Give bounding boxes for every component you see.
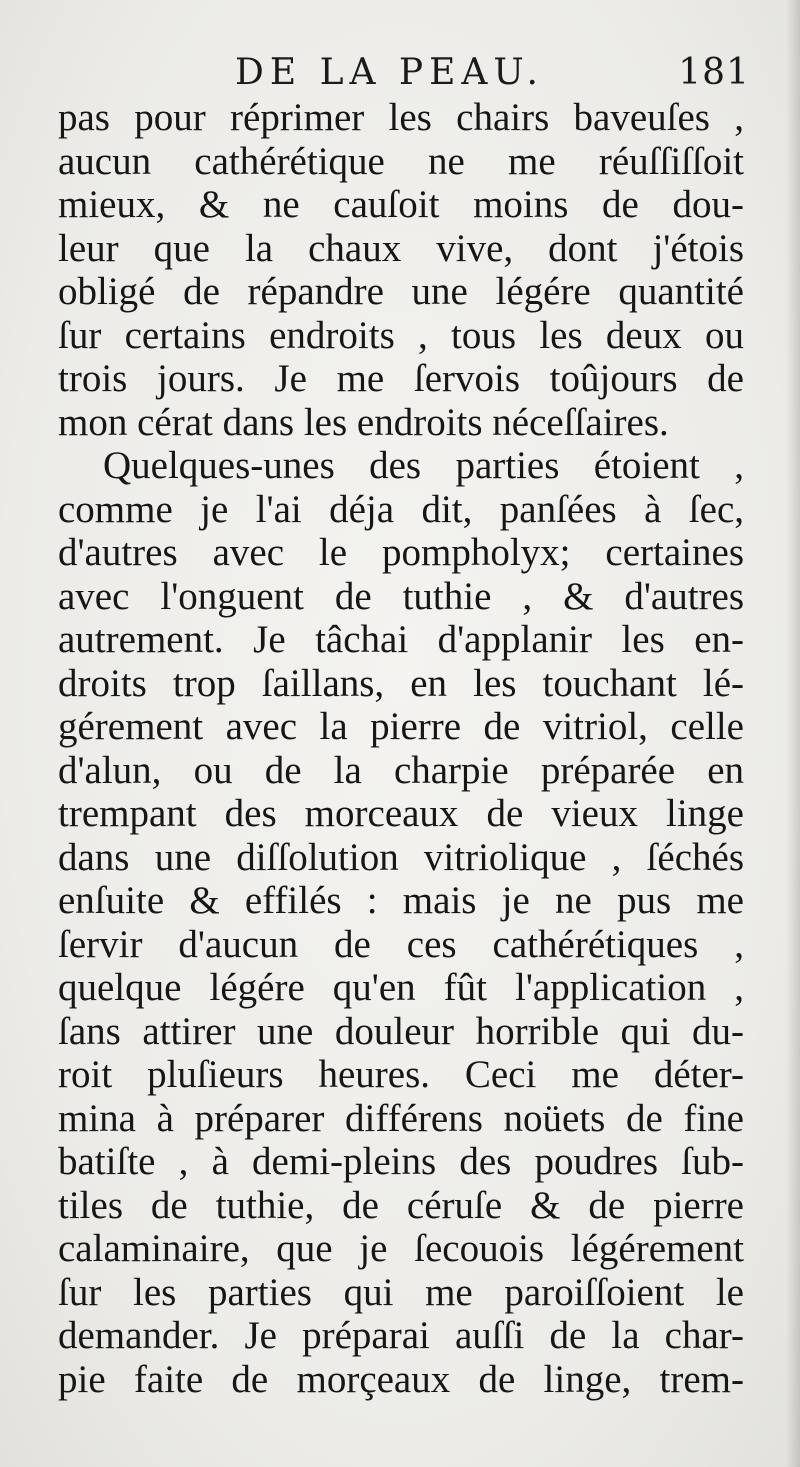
text-line: trois jours. Je me ſervois toûjours de bbox=[58, 357, 744, 400]
text-line: comme je l'ai déja dit, panſées à ſec, bbox=[58, 487, 744, 531]
text-line: gérement avec la pierre de vitriol, celle bbox=[58, 705, 744, 748]
text-line: demander. Je préparai auſſi de la char- bbox=[58, 1314, 744, 1357]
text-line: d'autres avec le pompholyx; certaines bbox=[58, 531, 744, 574]
text-line: droits trop ſaillans, en les touchant lé- bbox=[58, 661, 744, 705]
text-line: leur que la chaux vive, dont j'étois bbox=[58, 226, 744, 270]
page-number: 181 bbox=[678, 52, 750, 93]
text-line: Quelques-unes des parties étoient , bbox=[103, 444, 744, 487]
text-line: pas pour réprimer les chairs baveuſes , bbox=[58, 96, 744, 139]
text-line: mon cérat dans les endroits néceſſaires. bbox=[58, 400, 669, 444]
running-title: DE LA PEAU. bbox=[235, 52, 544, 93]
text-line: enſuite & effilés : mais je ne pus me bbox=[58, 879, 744, 922]
text-line: ſur les parties qui me paroiſſoient le bbox=[58, 1270, 744, 1314]
running-head bbox=[60, 52, 750, 102]
body-text bbox=[58, 96, 744, 1401]
text-line: aucun cathérétique ne me réuſſiſſoit bbox=[58, 139, 744, 183]
text-line: calaminaire, que je ſecouois légérement bbox=[58, 1227, 744, 1270]
text-line: dans une diſſolution vitriolique , ſéchés bbox=[58, 835, 744, 879]
text-line: ſans attirer une douleur horrible qui du- bbox=[58, 1009, 744, 1053]
text-line: quelque légére qu'en fût l'application , bbox=[58, 966, 744, 1009]
text-line: mina à préparer différens noüets de fine bbox=[58, 1096, 744, 1140]
text-line: tiles de tuthie, de céruſe & de pierre bbox=[58, 1183, 744, 1227]
text-line: trempant des morceaux de vieux linge bbox=[58, 792, 744, 835]
text-line: mieux, & ne cauſoit moins de dou- bbox=[58, 183, 744, 226]
text-line: obligé de répandre une légére quantité bbox=[58, 270, 744, 313]
text-line: avec l'onguent de tuthie , & d'autres bbox=[58, 574, 744, 618]
text-line: autrement. Je tâchai d'applanir les en- bbox=[58, 618, 744, 661]
text-line: pie faite de morçeaux de linge, trem- bbox=[58, 1357, 744, 1401]
text-line: d'alun, ou de la charpie préparée en bbox=[58, 748, 744, 792]
text-line: roit pluſieurs heures. Ceci me déter- bbox=[58, 1053, 744, 1096]
text-line: ſervir d'aucun de ces cathérétiques , bbox=[58, 922, 744, 966]
text-line: batiſte , à demi-pleins des poudres ſub- bbox=[58, 1140, 744, 1183]
page-edge-shadow bbox=[786, 0, 800, 1467]
text-line: ſur certains endroits , tous les deux ou bbox=[58, 313, 744, 357]
